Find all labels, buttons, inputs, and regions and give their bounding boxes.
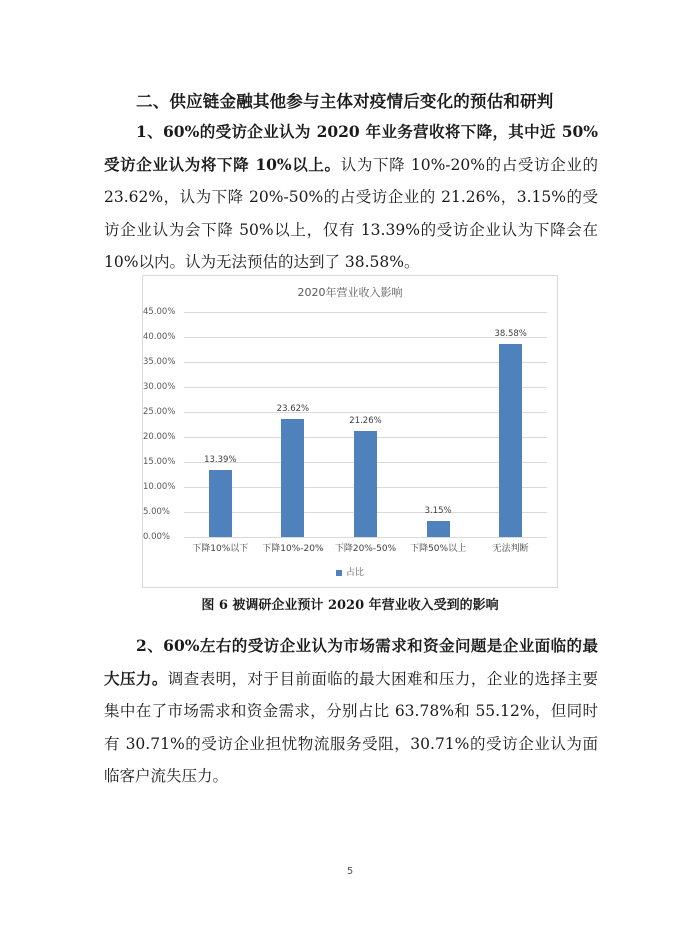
y-tick-label: 15.00% — [143, 457, 176, 467]
gridline — [184, 387, 547, 388]
y-tick-label: 25.00% — [143, 407, 176, 417]
x-tick-label: 下降10%以下 — [192, 544, 249, 554]
paragraph-2-text: 调查表明，对于目前面临的最大困难和压力，企业的选择主要集中在了市场需求和资金需求，分别占比 63.78%和 55.12%，但同时有 30.71%的受访企业担忧物流服务受阻，30.71%的受访企业认为面临客户流失压力。 — [104, 669, 598, 785]
y-tick-label: 40.00% — [143, 332, 176, 342]
y-tick-label: 10.00% — [143, 482, 176, 492]
y-tick-label: 35.00% — [143, 357, 176, 367]
paragraph-2 — [104, 630, 598, 793]
bar — [354, 431, 377, 537]
x-tick-label: 下降20%-50% — [334, 544, 397, 554]
gridline — [184, 312, 547, 313]
bar-chart — [142, 275, 558, 588]
paragraph-2-bold: 2、60%左右的受访企业认为市场需求和资金问题是企业面临的最大压力。 — [104, 636, 598, 688]
y-tick-label: 45.00% — [143, 307, 176, 317]
plot-area — [143, 307, 547, 554]
bar-value-label: 38.58% — [494, 329, 527, 340]
bar — [427, 521, 450, 537]
bar — [209, 470, 232, 537]
legend-swatch-icon — [336, 570, 342, 576]
bar-value-label: 23.62% — [276, 403, 310, 414]
figure-caption: 图 6 被调研企业预计 2020 年营业收入受到的影响 — [201, 598, 499, 613]
paragraph-1-bold: 1、60%的受访企业认为 2020 年业务营收将下降，其中近 50%受访企业认为将下降 10%以上。 — [104, 122, 598, 174]
legend-label: 占比 — [345, 568, 364, 578]
y-tick-label: 20.00% — [143, 432, 176, 442]
x-tick-label: 下降10%-20% — [262, 544, 324, 554]
gridline — [184, 537, 547, 538]
page-number: 5 — [346, 866, 354, 877]
y-tick-label: 5.00% — [143, 507, 171, 517]
paragraph-1-text: 认为下降 10%-20%的占受访企业的 23.62%，认为下降 20%-50%的占受访企业的 21.26%，3.15%的受访企业认为会下降 50%以上，仅有 13.39%的受访企业认为下降会在 10%以内。认为无法预估的达到了 38.58%。 — [104, 155, 598, 271]
gridline — [184, 412, 547, 413]
chart-legend — [143, 565, 557, 578]
x-tick-label: 下降50%以上 — [410, 544, 467, 554]
x-tick-label: 无法判断 — [492, 544, 529, 554]
paragraph-1 — [104, 116, 598, 279]
chart-title: 2020年营业收入影响 — [297, 286, 403, 299]
y-tick-label: 0.00% — [143, 532, 171, 542]
bar-value-label: 13.39% — [204, 455, 237, 466]
bar-value-label: 21.26% — [349, 415, 382, 426]
bar-value-label: 3.15% — [424, 506, 452, 517]
gridline — [184, 362, 547, 363]
bar — [281, 419, 304, 537]
section-heading: 二、供应链金融其他参与主体对疫情后变化的预估和研判 — [136, 92, 554, 111]
y-tick-label: 30.00% — [143, 382, 176, 392]
bar — [499, 344, 522, 537]
